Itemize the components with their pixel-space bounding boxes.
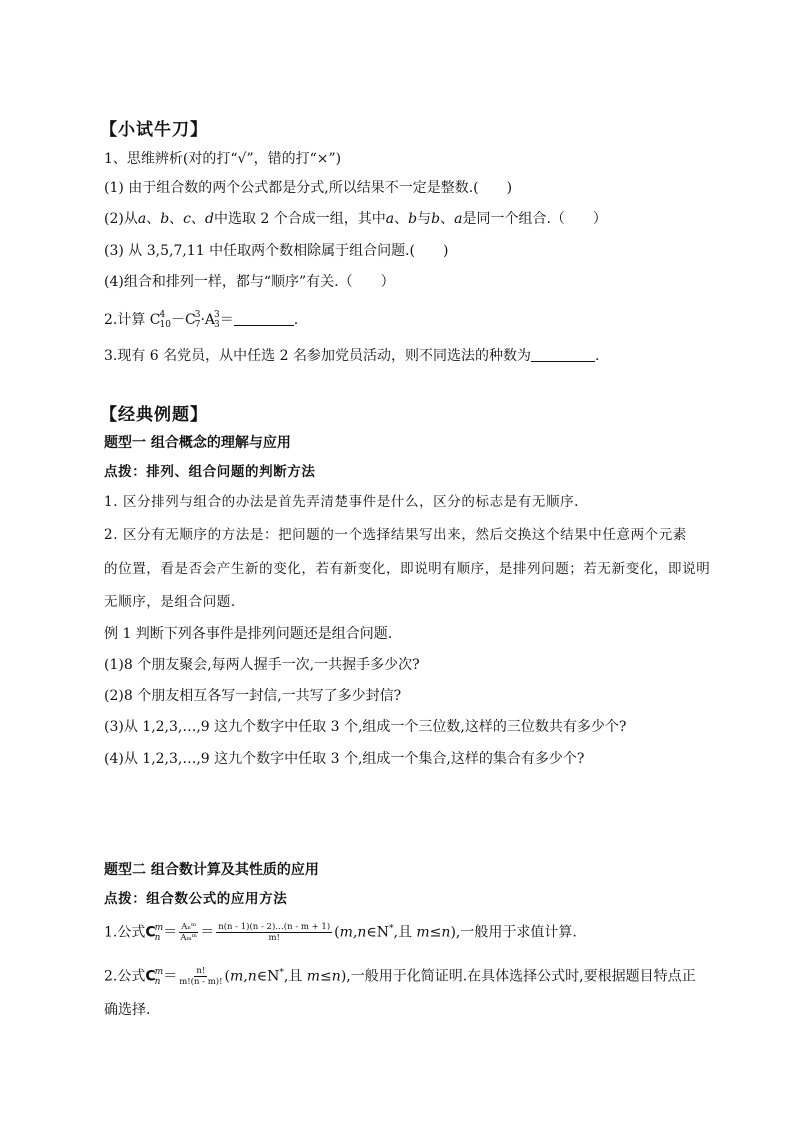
type1-paragraph-2-line-3: 无顺序，是组合问题. [104,594,236,610]
question-1-item-3: (3) 从 3,5,7,11 中任取两个数相除属于组合问题.( ) [104,243,449,259]
question-3: 3.现有 6 名党员，从中任选 2 名参加党员活动，则不同选法的种数为 . [104,348,600,364]
answer-blank [234,310,294,326]
formula-2: 2.公式C m n ＝ $\frac{n!}{m!(n - m)!}$ (m,n∈N*,且 m≤n),一般用于化简证明.在具体选择公式时,要根据题目特点正 [104,966,696,987]
example-1-item-4: (4)从 1,2,3,…,9 这九个数字中任取 3 个,组成一个集合,这样的集合有多少个? [104,751,585,767]
type1-paragraph-2-line-1: 2. 区分有无顺序的方法是：把问题的一个选择结果写出来，然后交换这个结果中任意两个元素 [104,527,687,543]
type1-tip: 点拨：排列、组合问题的判断方法 [104,464,316,480]
type1-paragraph-1: 1. 区分排列与组合的办法是首先弄清楚事件是什么，区分的标志是有无顺序. [104,494,580,510]
section-title-examples: 【经典例题】 [100,405,208,425]
question-1-header: 1、思维辨析(对的打“√”，错的打“×”) [104,151,342,167]
type1-title: 题型一 组合概念的理解与应用 [104,435,291,451]
question-1-item-1: (1) 由于组合数的两个公式都是分式,所以结果不一定是整数.( ) [104,180,513,196]
type2-title: 题型二 组合数计算及其性质的应用 [104,862,319,878]
type2-tip: 点拨：组合数公式的应用方法 [104,891,288,907]
example-1-item-3: (3)从 1,2,3,…,9 这九个数字中任取 3 个,组成一个三位数,这样的三位数共有多少个? [104,719,627,735]
question-1-item-4: (4)组合和排列一样，都与“顺序”有关.（ ） [104,274,395,290]
section-title-practice: 【小试牛刀】 [100,120,208,140]
type1-paragraph-2-line-2: 的位置，看是否会产生新的变化，若有新变化，即说明有顺序，是排列问题；若无新变化，即说明 [104,561,711,577]
example-1-item-2: (2)8 个朋友相互各写一封信,一共写了多少封信? [104,688,402,704]
question-1-item-2: (2)从a、b、c、d中选取 2 个合成一组，其中a、b与b、a是同一个组合.（ ） [104,211,607,227]
question-2: 2.计算 C 4 10 －C 3 7 ·A 3 3 ＝ . [104,310,299,330]
example-1-title: 例 1 判断下列各事件是排列问题还是组合问题. [104,626,393,642]
answer-blank [531,346,595,362]
formula-1: 1.公式C m n ＝ $\frac{\text{Aₙᵐ}}{\text{Aₘᵐ}}$ ＝ $\frac{n(n - 1)(n - 2)\dots(n - m + 1)}{m!}$ (m,n∈N*,且 m≤n),一般用于求值计算. [104,922,577,943]
formula-2-line-2: 确选择. [104,1002,151,1018]
example-1-item-1: (1)8 个朋友聚会,每两人握手一次,一共握手多少次? [104,657,420,673]
